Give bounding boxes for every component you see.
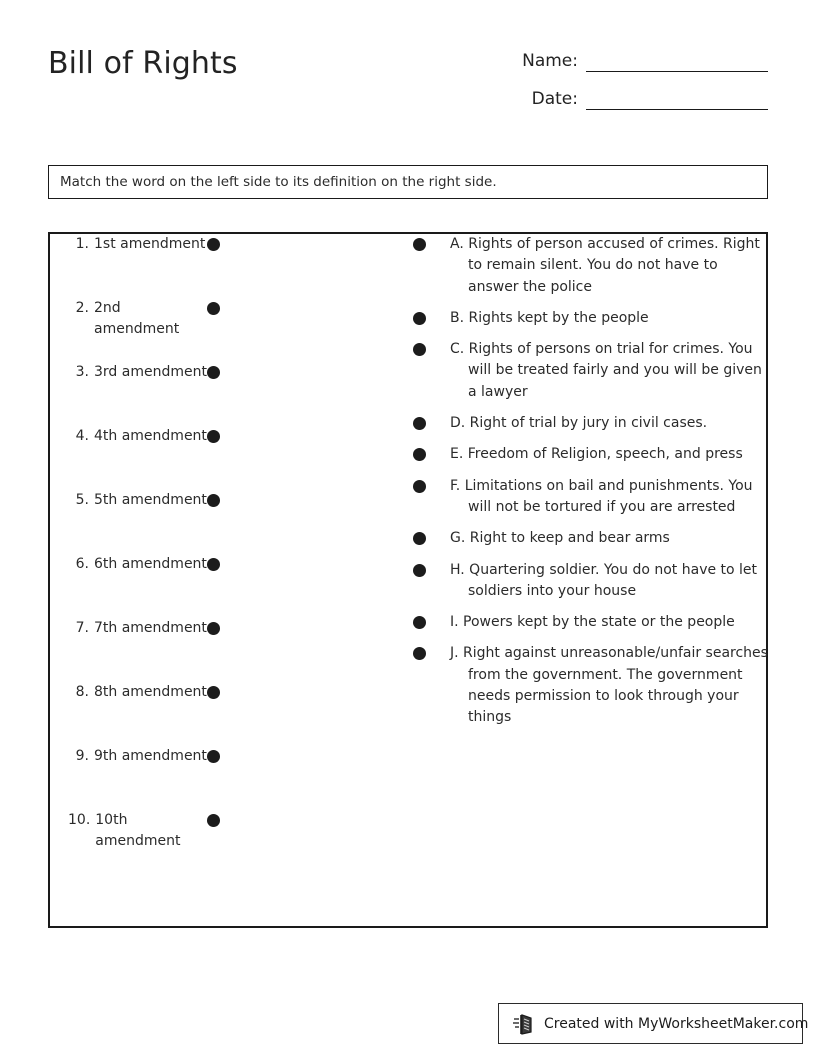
match-dot-right[interactable] (413, 417, 426, 430)
left-item-text (68, 618, 208, 639)
list-item[interactable] (413, 339, 768, 403)
match-dot-left[interactable] (207, 494, 220, 507)
definition-text: H. Quartering soldier. You do not have to let soldiers into your house (450, 561, 758, 599)
left-item-label: 5th amendment (94, 492, 207, 508)
list-item[interactable] (50, 682, 430, 746)
left-item-number: 6. (75, 556, 89, 572)
name-input-line[interactable] (586, 50, 768, 72)
list-item[interactable] (50, 810, 430, 874)
definition-text: B. Rights kept by the people (450, 309, 649, 326)
list-item[interactable] (413, 308, 768, 329)
left-item-text (68, 362, 208, 383)
date-input-line[interactable] (586, 88, 768, 110)
match-dot-right[interactable] (413, 647, 426, 660)
left-item-number: 2. (75, 300, 89, 316)
definition-text: D. Right of trial by jury in civil cases. (450, 415, 708, 432)
match-dot-right[interactable] (413, 616, 426, 629)
date-field-row (470, 88, 768, 110)
match-dot-left[interactable] (207, 686, 220, 699)
match-dot-right[interactable] (413, 564, 426, 577)
left-item-number: 8. (75, 684, 89, 700)
match-dot-left[interactable] (207, 302, 220, 315)
left-item-label: 3rd amendment (94, 364, 207, 380)
left-item-text (68, 490, 208, 511)
left-item-label: 4th amendment (94, 428, 207, 444)
match-dot-left[interactable] (207, 430, 220, 443)
page-title: Bill of Rights (48, 46, 238, 81)
left-item-text (68, 298, 208, 339)
footer-attribution-badge[interactable] (498, 1003, 809, 1044)
match-dot-left[interactable] (207, 622, 220, 635)
match-dot-right[interactable] (413, 343, 426, 356)
list-item[interactable] (413, 234, 768, 298)
list-item[interactable] (50, 746, 430, 810)
list-item[interactable] (413, 413, 768, 434)
footer-attribution-text: Created with MyWorksheetMaker.com (544, 1015, 809, 1032)
match-dot-right[interactable] (413, 480, 426, 493)
left-item-text (68, 554, 208, 575)
left-item-number: 1. (75, 236, 89, 252)
left-item-label: 10th amendment (95, 812, 181, 849)
definition-text: G. Right to keep and bear arms (450, 530, 670, 547)
left-item-text (68, 682, 208, 703)
list-item[interactable] (413, 612, 768, 633)
definition-text: J. Right against unreasonable/unfair searches from the government. The government needs permission to look through your things (450, 645, 768, 726)
name-field-label: Name: (522, 51, 578, 71)
left-item-label: 7th amendment (94, 620, 207, 636)
list-item[interactable] (413, 643, 768, 728)
left-item-label: 2nd amendment (94, 300, 180, 337)
list-item[interactable] (413, 476, 768, 519)
list-item[interactable] (50, 362, 430, 426)
list-item[interactable] (50, 234, 430, 298)
definition-text: A. Rights of person accused of crimes. Right to remain silent. You do not have to answer the police (450, 236, 760, 295)
list-item[interactable] (50, 618, 430, 682)
list-item[interactable] (50, 490, 430, 554)
definition-text: E. Freedom of Religion, speech, and press (450, 446, 743, 463)
name-field-row (470, 50, 768, 72)
left-item-number: 4. (75, 428, 89, 444)
left-column-terms (50, 234, 430, 874)
list-item[interactable] (50, 298, 430, 362)
worksheet-maker-logo-icon (513, 1013, 537, 1035)
list-item[interactable] (50, 554, 430, 618)
instruction-box (48, 165, 768, 199)
list-item[interactable] (413, 528, 768, 549)
instruction-text: Match the word on the left side to its definition on the right side. (60, 174, 497, 190)
left-item-label: 6th amendment (94, 556, 207, 572)
left-item-label: 1st amendment (94, 236, 206, 252)
match-dot-right[interactable] (413, 238, 426, 251)
definition-text: C. Rights of persons on trial for crimes. You will be treated fairly and you will be given a lawyer (450, 341, 762, 400)
left-item-text (68, 234, 208, 255)
match-dot-left[interactable] (207, 750, 220, 763)
list-item[interactable] (413, 560, 768, 603)
left-item-label: 8th amendment (94, 684, 207, 700)
match-dot-right[interactable] (413, 312, 426, 325)
left-item-label: 9th amendment (94, 748, 207, 764)
match-dot-left[interactable] (207, 814, 220, 827)
left-item-text (68, 426, 208, 447)
match-dot-left[interactable] (207, 238, 220, 251)
date-field-label: Date: (531, 89, 578, 109)
list-item[interactable] (413, 444, 768, 465)
match-dot-left[interactable] (207, 366, 220, 379)
right-column-definitions (413, 234, 768, 739)
left-item-number: 5. (75, 492, 89, 508)
definition-text: I. Powers kept by the state or the people (450, 614, 735, 631)
match-dot-right[interactable] (413, 448, 426, 461)
match-dot-right[interactable] (413, 532, 426, 545)
left-item-number: 9. (75, 748, 89, 764)
definition-text: F. Limitations on bail and punishments. You will not be tortured if you are arrested (450, 477, 753, 515)
worksheet-header (0, 0, 816, 150)
left-item-text (68, 746, 208, 767)
left-item-number: 10. (68, 812, 91, 828)
match-dot-left[interactable] (207, 558, 220, 571)
list-item[interactable] (50, 426, 430, 490)
matching-exercise-panel (48, 232, 768, 928)
left-item-text (68, 810, 208, 851)
left-item-number: 7. (75, 620, 89, 636)
left-item-number: 3. (75, 364, 89, 380)
